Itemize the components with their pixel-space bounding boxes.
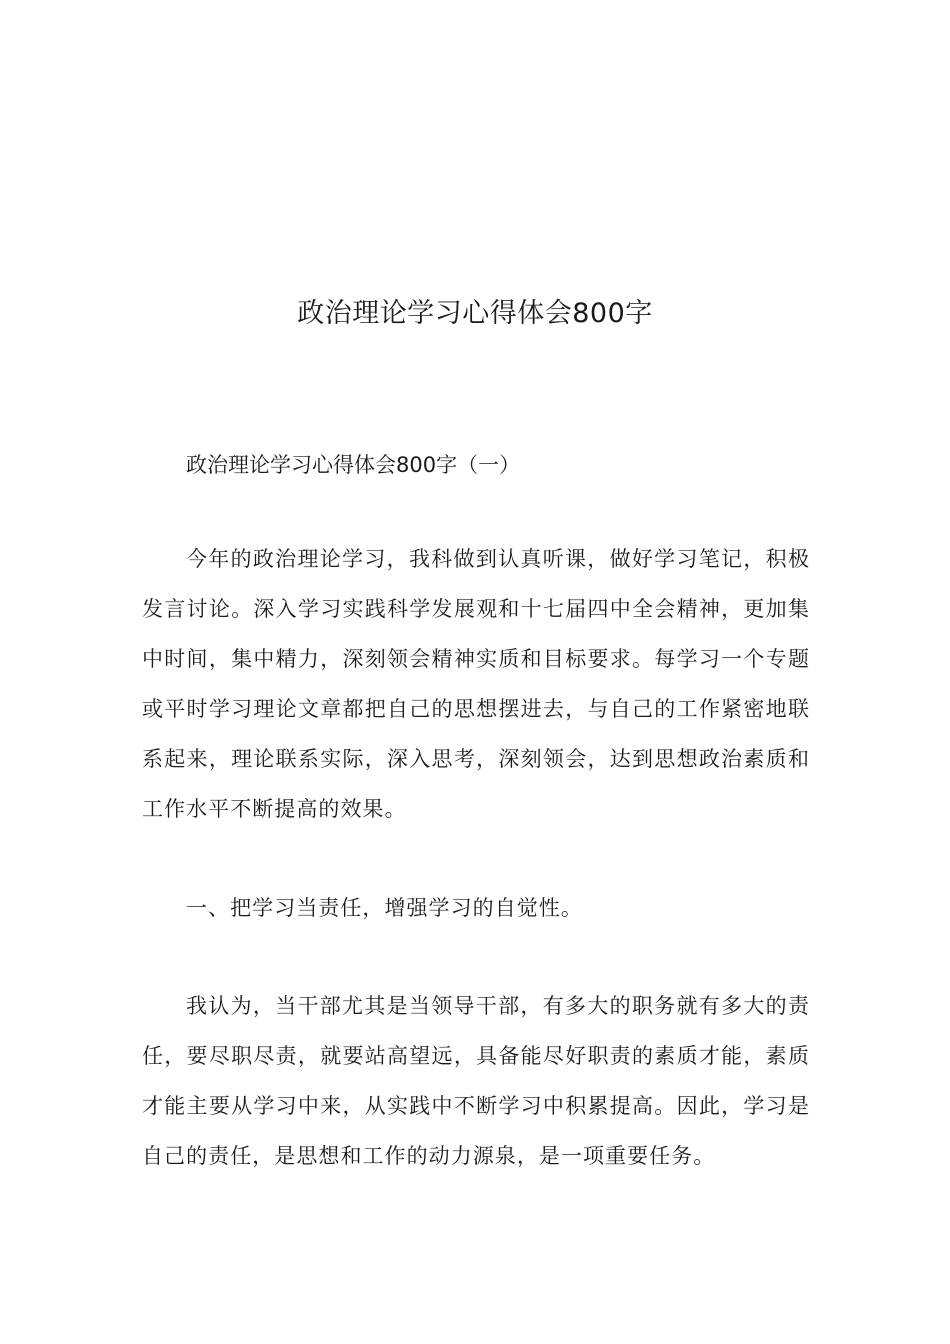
document-title: 政治理论学习心得体会800字: [297, 298, 653, 329]
section-subtitle: 政治理论学习心得体会800字（一）: [186, 453, 521, 477]
body-paragraph-1: 今年的政治理论学习，我科做到认真听课，做好学习笔记，积极发言讨论。深入学习实践科学发展观和十七届四中全会精神，更加集中时间，集中精力，深刻领会精神实质和目标要求。每学习一个专题或平时学习理论文章都把自己的思想摆进去，与自己的工作紧密地联系起来，理论联系实际，深入思考，深刻领会，达到思想政治素质和工作水平不断提高的效果。: [142, 547, 810, 821]
body-paragraph-2: 我认为，当干部尤其是当领导干部，有多大的职务就有多大的责任，要尽职尽责，就要站高望远，具备能尽好职责的素质才能，素质才能主要从学习中来，从实践中不断学习中积累提高。因此，学习是自己的责任，是思想和工作的动力源泉，是一项重要任务。: [142, 994, 810, 1168]
section-heading-1: 一、把学习当责任，增强学习的自觉性。: [186, 896, 583, 920]
